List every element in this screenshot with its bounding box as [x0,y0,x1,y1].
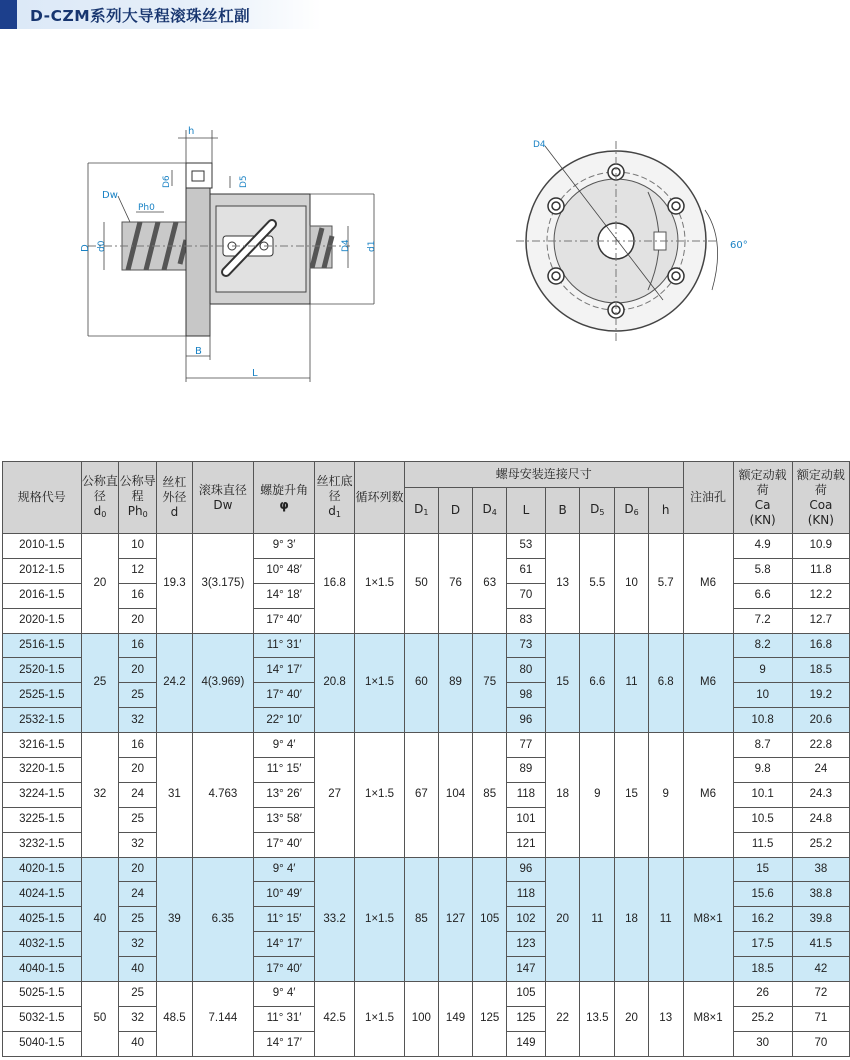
label-d6: D6 [162,175,172,188]
cell-nut-D5: 6.6 [580,633,615,733]
cell-loops: 1×1.5 [355,982,405,1057]
cell-dw: 6.35 [192,857,253,981]
label-d4-side: D4 [341,239,351,252]
cell-ca: 16.2 [733,907,792,932]
cell-nut-D6: 18 [615,857,649,981]
cell-ca: 18.5 [733,957,792,982]
cell-ca: 15.6 [733,882,792,907]
cell-ph0: 32 [119,832,157,857]
th-ph0: 公称导程 $Ph_0$ [119,462,157,534]
cell-spec: 3232-1.5 [3,832,82,857]
cell-ca: 30 [733,1031,792,1056]
cell-ph0: 20 [119,857,157,882]
cell-coa: 16.8 [792,633,849,658]
cell-ph0: 40 [119,957,157,982]
table-row [3,534,850,559]
cell-ca: 11.5 [733,832,792,857]
label-dw: Dw [102,190,118,201]
cell-nut-L: 123 [507,932,546,957]
cell-spec: 2525-1.5 [3,683,82,708]
page-header [0,0,322,29]
cell-nut-D6: 15 [615,733,649,857]
table-row [3,982,850,1007]
cell-ph0: 40 [119,1031,157,1056]
cell-phi: 13° 26′ [253,782,314,807]
cell-nut-D5: 5.5 [580,534,615,634]
cell-ph0: 10 [119,534,157,559]
cell-nut-L: 70 [507,583,546,608]
cell-nut-L: 147 [507,957,546,982]
table-row [3,633,850,658]
cell-spec: 2520-1.5 [3,658,82,683]
th-oil: 注油孔 [683,462,733,534]
cell-loops: 1×1.5 [355,633,405,733]
cell-nut-L: 102 [507,907,546,932]
cell-coa: 12.7 [792,608,849,633]
th-nut-D4: $D_4$ [473,488,507,534]
cell-oil: M8×1 [683,982,733,1057]
cell-d1: 33.2 [315,857,355,981]
cell-nut-D: 76 [438,534,473,634]
cell-oil: M6 [683,534,733,634]
cell-nut-B: 22 [545,982,580,1057]
cell-spec: 5025-1.5 [3,982,82,1007]
cell-phi: 9° 4′ [253,857,314,882]
cell-d1: 27 [315,733,355,857]
cell-phi: 17° 40′ [253,608,314,633]
cell-nut-D4: 125 [473,982,507,1057]
th-nut-D6: $D_6$ [615,488,649,534]
table-row [3,857,850,882]
th-ca: 额定动载荷 Ca (KN) [733,462,792,534]
cell-coa: 24 [792,758,849,783]
cell-phi: 14° 18′ [253,583,314,608]
label-D: D [80,244,91,252]
cell-spec: 3220-1.5 [3,758,82,783]
cell-coa: 20.6 [792,708,849,733]
cell-ca: 10.1 [733,782,792,807]
cell-nut-h: 11 [648,857,683,981]
cell-coa: 12.2 [792,583,849,608]
cell-phi: 11° 31′ [253,1006,314,1031]
cell-ca: 6.6 [733,583,792,608]
cell-phi: 14° 17′ [253,658,314,683]
cell-nut-B: 15 [545,633,580,733]
cell-nut-L: 77 [507,733,546,758]
cell-coa: 11.8 [792,558,849,583]
cell-nut-D1: 60 [405,633,439,733]
cell-d1: 20.8 [315,633,355,733]
table-row [3,733,850,758]
cell-phi: 10° 48′ [253,558,314,583]
cell-spec: 2016-1.5 [3,583,82,608]
th-phi: 螺旋升角 φ [253,462,314,534]
cell-nut-L: 149 [507,1031,546,1056]
cell-spec: 4025-1.5 [3,907,82,932]
cell-nut-D4: 105 [473,857,507,981]
cell-phi: 22° 10′ [253,708,314,733]
cell-nut-D4: 75 [473,633,507,733]
cell-phi: 14° 17′ [253,1031,314,1056]
cell-nut-L: 89 [507,758,546,783]
cell-d1: 16.8 [315,534,355,634]
cell-d0: 40 [81,857,119,981]
cell-nut-D: 149 [438,982,473,1057]
cell-coa: 22.8 [792,733,849,758]
cell-ph0: 24 [119,882,157,907]
cell-phi: 11° 15′ [253,758,314,783]
cell-phi: 10° 49′ [253,882,314,907]
cell-nut-L: 61 [507,558,546,583]
cell-nut-L: 96 [507,708,546,733]
cell-nut-L: 80 [507,658,546,683]
cell-nut-L: 118 [507,782,546,807]
cell-loops: 1×1.5 [355,534,405,634]
cell-ph0: 25 [119,807,157,832]
cell-ph0: 32 [119,708,157,733]
cell-spec: 2516-1.5 [3,633,82,658]
cell-nut-L: 121 [507,832,546,857]
cell-nut-B: 13 [545,534,580,634]
cell-phi: 9° 4′ [253,733,314,758]
cell-ph0: 20 [119,608,157,633]
cell-nut-D1: 50 [405,534,439,634]
th-coa: 额定动载荷 Coa (KN) [792,462,849,534]
cell-nut-D1: 85 [405,857,439,981]
cell-oil: M8×1 [683,857,733,981]
cell-spec: 5032-1.5 [3,1006,82,1031]
cell-nut-L: 96 [507,857,546,882]
th-nut-B: B [545,488,580,534]
label-d4-front: D4 [533,140,546,150]
cell-coa: 10.9 [792,534,849,559]
th-spec: 规格代号 [3,462,82,534]
cell-nut-D: 104 [438,733,473,857]
cell-dw: 4.763 [192,733,253,857]
cell-spec: 2010-1.5 [3,534,82,559]
cell-nut-D1: 100 [405,982,439,1057]
th-nut-h: h [648,488,683,534]
cell-d: 19.3 [157,534,193,634]
cell-phi: 14° 17′ [253,932,314,957]
cell-coa: 72 [792,982,849,1007]
label-60deg: 60° [730,240,748,251]
cell-phi: 17° 40′ [253,683,314,708]
cell-nut-D4: 63 [473,534,507,634]
cell-coa: 24.3 [792,782,849,807]
header-accent-bar [0,0,17,29]
th-nut-group: 螺母安装连接尺寸 [405,462,684,488]
th-nut-D1: $D_1$ [405,488,439,534]
cell-nut-D5: 9 [580,733,615,857]
label-d0: d0 [97,240,107,252]
cell-ca: 9 [733,658,792,683]
cell-nut-L: 73 [507,633,546,658]
cell-nut-D5: 13.5 [580,982,615,1057]
cell-d0: 25 [81,633,119,733]
cell-ph0: 12 [119,558,157,583]
cell-nut-h: 6.8 [648,633,683,733]
cell-d: 48.5 [157,982,193,1057]
side-view [80,126,377,382]
cell-nut-h: 13 [648,982,683,1057]
cell-coa: 24.8 [792,807,849,832]
cell-phi: 17° 40′ [253,832,314,857]
cell-phi: 9° 4′ [253,982,314,1007]
cell-spec: 2020-1.5 [3,608,82,633]
th-nut-L: L [507,488,546,534]
cell-nut-D6: 10 [615,534,649,634]
cell-ph0: 16 [119,583,157,608]
cell-nut-D: 127 [438,857,473,981]
cell-spec: 4040-1.5 [3,957,82,982]
flange [186,188,210,336]
spec-table [2,461,850,1057]
label-B: B [195,346,202,357]
cell-spec: 4024-1.5 [3,882,82,907]
cell-spec: 3225-1.5 [3,807,82,832]
ball-screw-drawing-svg [0,110,850,410]
th-loops: 循环列数 [355,462,405,534]
cell-ca: 10.5 [733,807,792,832]
cell-spec: 3216-1.5 [3,733,82,758]
cell-oil: M6 [683,633,733,733]
cell-ph0: 20 [119,758,157,783]
cell-ph0: 24 [119,782,157,807]
cell-ca: 5.8 [733,558,792,583]
cell-ca: 10 [733,683,792,708]
cell-ca: 8.2 [733,633,792,658]
cell-nut-L: 98 [507,683,546,708]
cell-phi: 17° 40′ [253,957,314,982]
cell-ca: 10.8 [733,708,792,733]
label-h: h [188,126,195,137]
cell-coa: 71 [792,1006,849,1031]
cell-d: 31 [157,733,193,857]
label-d5: D5 [239,175,249,188]
cell-ph0: 16 [119,633,157,658]
cell-ph0: 25 [119,683,157,708]
th-d1: 丝杠底径 $d_1$ [315,462,355,534]
cell-ca: 15 [733,857,792,882]
cell-phi: 11° 15′ [253,907,314,932]
cell-nut-L: 105 [507,982,546,1007]
th-d0: 公称直径 $d_0$ [81,462,119,534]
cell-coa: 41.5 [792,932,849,957]
cell-ph0: 32 [119,1006,157,1031]
cell-nut-D4: 85 [473,733,507,857]
cell-ca: 17.5 [733,932,792,957]
cell-d: 39 [157,857,193,981]
cell-nut-h: 5.7 [648,534,683,634]
cell-nut-B: 20 [545,857,580,981]
cell-ca: 8.7 [733,733,792,758]
cell-d0: 32 [81,733,119,857]
cell-ca: 26 [733,982,792,1007]
cell-nut-L: 83 [507,608,546,633]
cell-d1: 42.5 [315,982,355,1057]
cell-coa: 70 [792,1031,849,1056]
cell-d0: 50 [81,982,119,1057]
cell-coa: 18.5 [792,658,849,683]
cell-nut-L: 101 [507,807,546,832]
cell-phi: 13° 58′ [253,807,314,832]
cell-nut-D: 89 [438,633,473,733]
cell-spec: 5040-1.5 [3,1031,82,1056]
th-d: 丝杠外径 d [157,462,193,534]
cell-nut-L: 53 [507,534,546,559]
cell-d0: 20 [81,534,119,634]
cell-coa: 39.8 [792,907,849,932]
cell-nut-L: 125 [507,1006,546,1031]
label-L: L [252,368,258,379]
cell-coa: 38 [792,857,849,882]
cell-ca: 25.2 [733,1006,792,1031]
page-title: D-CZM系列大导程滚珠丝杠副 [30,6,251,25]
cell-loops: 1×1.5 [355,733,405,857]
cell-nut-L: 118 [507,882,546,907]
cell-nut-D1: 67 [405,733,439,857]
label-ph0: Ph0 [138,203,155,213]
label-d1: d1 [367,240,377,252]
spec-table-body [3,534,850,1057]
cell-d: 24.2 [157,633,193,733]
cell-spec: 4020-1.5 [3,857,82,882]
th-dw: 滚珠直径Dw [192,462,253,534]
cell-ca: 9.8 [733,758,792,783]
cell-spec: 2012-1.5 [3,558,82,583]
cell-coa: 25.2 [792,832,849,857]
cell-ph0: 16 [119,733,157,758]
cell-dw: 3(3.175) [192,534,253,634]
cell-coa: 42 [792,957,849,982]
cell-spec: 3224-1.5 [3,782,82,807]
cell-ph0: 25 [119,982,157,1007]
th-nut-D5: $D_5$ [580,488,615,534]
cell-nut-D5: 11 [580,857,615,981]
cell-coa: 38.8 [792,882,849,907]
cell-spec: 4032-1.5 [3,932,82,957]
th-nut-D: D [438,488,473,534]
cell-nut-D6: 20 [615,982,649,1057]
front-view [516,140,748,341]
cell-dw: 7.144 [192,982,253,1057]
cell-dw: 4(3.969) [192,633,253,733]
cell-loops: 1×1.5 [355,857,405,981]
cell-oil: M6 [683,733,733,857]
cell-ph0: 20 [119,658,157,683]
cell-phi: 11° 31′ [253,633,314,658]
cell-nut-h: 9 [648,733,683,857]
cell-phi: 9° 3′ [253,534,314,559]
cell-nut-D6: 11 [615,633,649,733]
cell-ph0: 25 [119,907,157,932]
cell-ca: 7.2 [733,608,792,633]
cell-spec: 2532-1.5 [3,708,82,733]
technical-drawing [0,110,850,410]
cell-ph0: 32 [119,932,157,957]
cell-coa: 19.2 [792,683,849,708]
cell-ca: 4.9 [733,534,792,559]
cell-nut-B: 18 [545,733,580,857]
